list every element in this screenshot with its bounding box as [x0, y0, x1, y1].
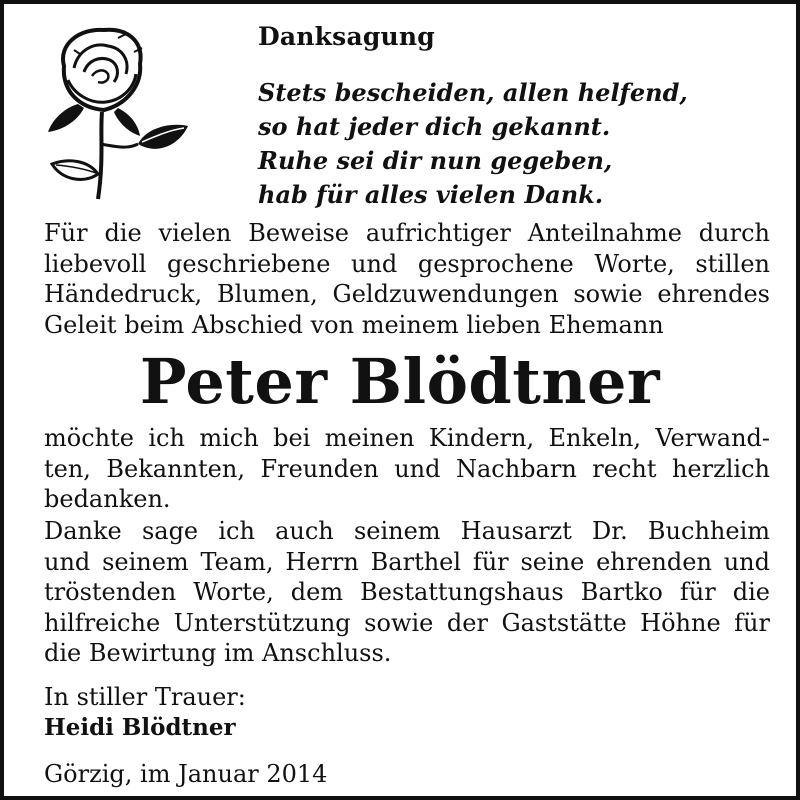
paragraph-line: Händedruck, Blumen, Geldzuwendungen sowie ehrendes: [44, 280, 770, 308]
thanks-paragraph-services: [44, 516, 770, 669]
thanks-paragraph-family: [44, 423, 770, 515]
deceased-name: Peter Blödtner: [139, 345, 661, 418]
poem-line: Stets bescheiden, allen helfend,: [258, 78, 688, 107]
poem-line: hab für alles vielen Dank.: [258, 180, 604, 209]
paragraph-line: hilfreiche Unterstützung sowie der Gaststätte Höhne für: [44, 608, 770, 637]
paragraph-line: ten, Bekannten, Freunden und Nachbarn recht herzlich: [44, 454, 770, 483]
paragraph-line: Für die vielen Beweise aufrichtiger Anteilnahme durch: [44, 219, 770, 247]
notice-heading: Danksagung: [258, 22, 435, 51]
paragraph-line: die Bewirtung im Anschluss.: [44, 639, 392, 667]
mourning-line: In stiller Trauer:: [44, 683, 246, 711]
memorial-poem: [258, 76, 688, 212]
poem-line: Ruhe sei dir nun gegeben,: [258, 146, 613, 175]
paragraph-line: möchte ich mich bei meinen Kindern, Enkeln, Verwand-: [44, 424, 770, 452]
paragraph-line: tröstenden Worte, dem Bestattungshaus Bartko für die: [44, 578, 770, 606]
paragraph-line: Geleit beim Abschied von meinem lieben Ehemann: [44, 310, 664, 339]
signer-name: Heidi Blödtner: [44, 714, 236, 741]
thanks-paragraph-intro: [44, 218, 770, 340]
paragraph-line: bedanken.: [44, 485, 171, 513]
paragraph-line: Danke sage ich auch seinem Hausarzt Dr. Buchheim: [44, 517, 770, 545]
place-date: Görzig, im Januar 2014: [44, 760, 328, 788]
paragraph-line: und seinem Team, Herrn Barthel für seine ehrenden und: [44, 547, 770, 576]
rose-icon: [34, 24, 194, 204]
poem-line: so hat jeder dich gekannt.: [258, 112, 611, 141]
paragraph-line: liebevoll geschriebene und gesprochene Worte, stillen: [44, 249, 770, 278]
